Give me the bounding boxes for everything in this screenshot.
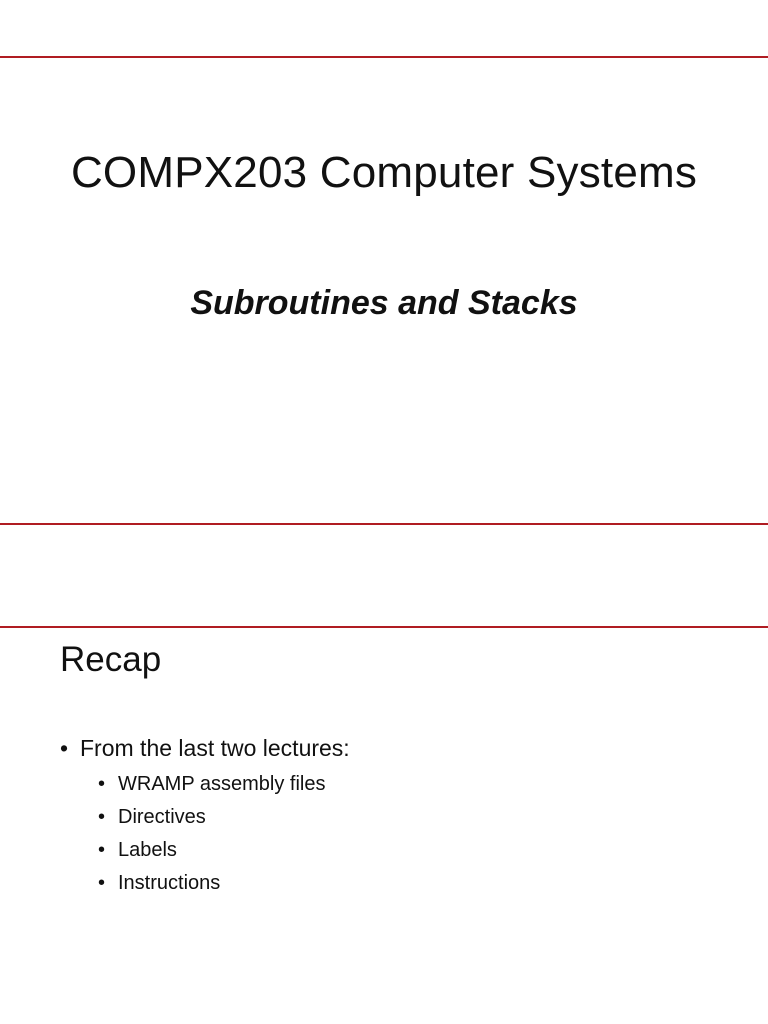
bullet-text: From the last two lectures: <box>80 735 350 761</box>
slide-title: COMPX203 Computer Systems <box>70 148 698 197</box>
bullet-icon: • <box>98 773 106 795</box>
slide-heading: Recap <box>60 640 162 679</box>
slide-subtitle: Subroutines and Stacks <box>190 284 578 322</box>
list-item <box>60 730 350 900</box>
sub-bullet-list <box>60 768 350 900</box>
sub-bullet-text: Directives <box>118 806 206 828</box>
top-divider <box>0 56 768 58</box>
list-item <box>98 768 350 801</box>
bottom-divider <box>0 523 768 525</box>
sub-bullet-text: Instructions <box>118 872 221 894</box>
sub-bullet-text: Labels <box>118 839 177 861</box>
bullet-list <box>60 730 350 900</box>
list-item <box>98 867 350 900</box>
bullet-icon: • <box>98 839 106 861</box>
sub-bullet-text: WRAMP assembly files <box>118 773 326 795</box>
top-divider <box>0 626 768 628</box>
recap-slide <box>0 576 768 1024</box>
bullet-icon: • <box>60 735 69 761</box>
list-item <box>98 834 350 867</box>
bullet-icon: • <box>98 806 106 828</box>
list-item <box>98 801 350 834</box>
bullet-icon: • <box>98 872 106 894</box>
